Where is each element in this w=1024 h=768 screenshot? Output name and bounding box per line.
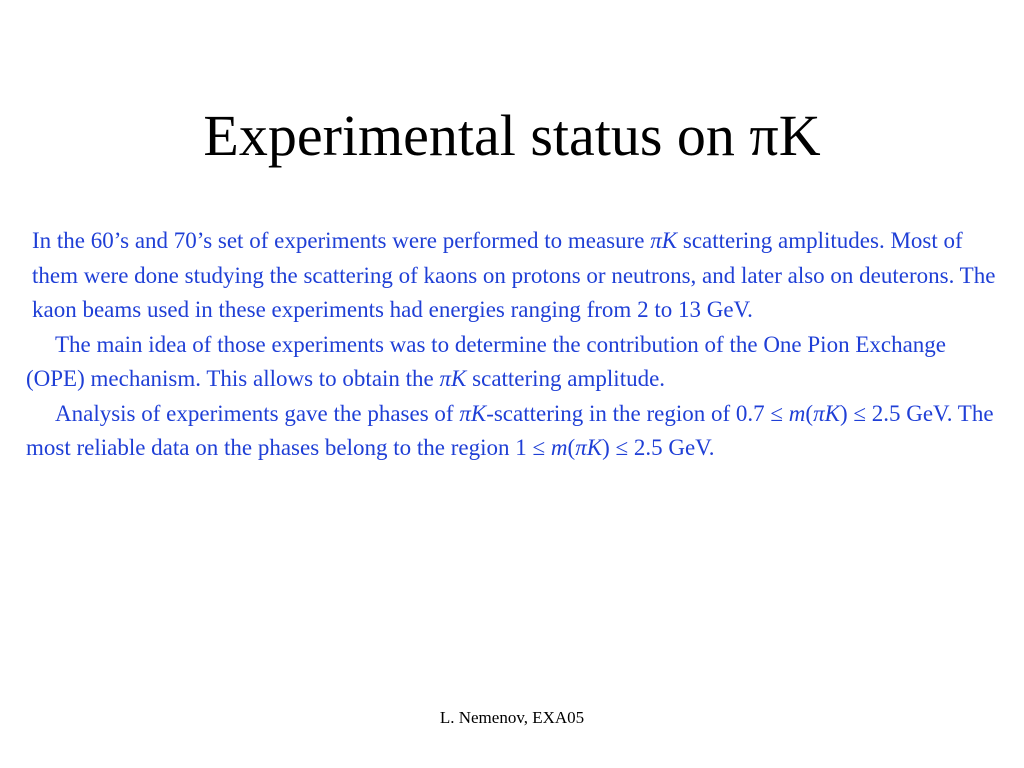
- paragraph-3-text-c: ) ≤ 2.5 GeV. The most reliable data on the phases belong to the region 1 ≤: [26, 400, 994, 460]
- paragraph-1-text-b: scattering amplitudes. Most of them were done studying the scattering of kaons on protons or neutrons, and later also on deuterons. The kaon beams used in these experiments had energies ranging from 2 to 13 GeV.: [32, 228, 996, 322]
- footer-author: L. Nemenov, EXA05: [439, 708, 585, 727]
- paragraph-2-text-a: The main idea of those experiments was to determine the contribution of the One Pion Exchange (OPE) mechanism. This allows to obtain the: [26, 331, 946, 391]
- pi-k-symbol: πK: [650, 228, 678, 253]
- pi-k-symbol: πK: [439, 366, 467, 391]
- paren-open: (: [567, 435, 576, 460]
- slide-title: Experimental status on πK: [203, 103, 821, 168]
- slide-body: [26, 224, 1002, 466]
- pi-k-symbol: πK: [575, 435, 603, 460]
- paragraph-1: [26, 224, 1002, 328]
- paragraph-3-text-d: ) ≤ 2.5 GeV.: [602, 435, 715, 460]
- paragraph-1-text-a: In the 60’s and 70’s set of experiments were performed to measure: [32, 228, 651, 253]
- paragraph-2: [26, 328, 1002, 397]
- paragraph-3: [26, 397, 1002, 466]
- paren-open: (: [805, 400, 814, 426]
- pi-k-symbol: πK: [813, 400, 840, 426]
- paragraph-3-text-a: Analysis of experiments gave the phases of: [55, 400, 460, 426]
- mass-symbol: m: [788, 400, 806, 426]
- paragraph-2-text-b: scattering amplitude.: [466, 366, 666, 391]
- mass-symbol: m: [550, 435, 568, 460]
- slide-footer: [0, 708, 1024, 728]
- paragraph-3-text-b: -scattering in the region of 0.7 ≤: [486, 400, 789, 426]
- pi-k-symbol: πK: [459, 400, 487, 426]
